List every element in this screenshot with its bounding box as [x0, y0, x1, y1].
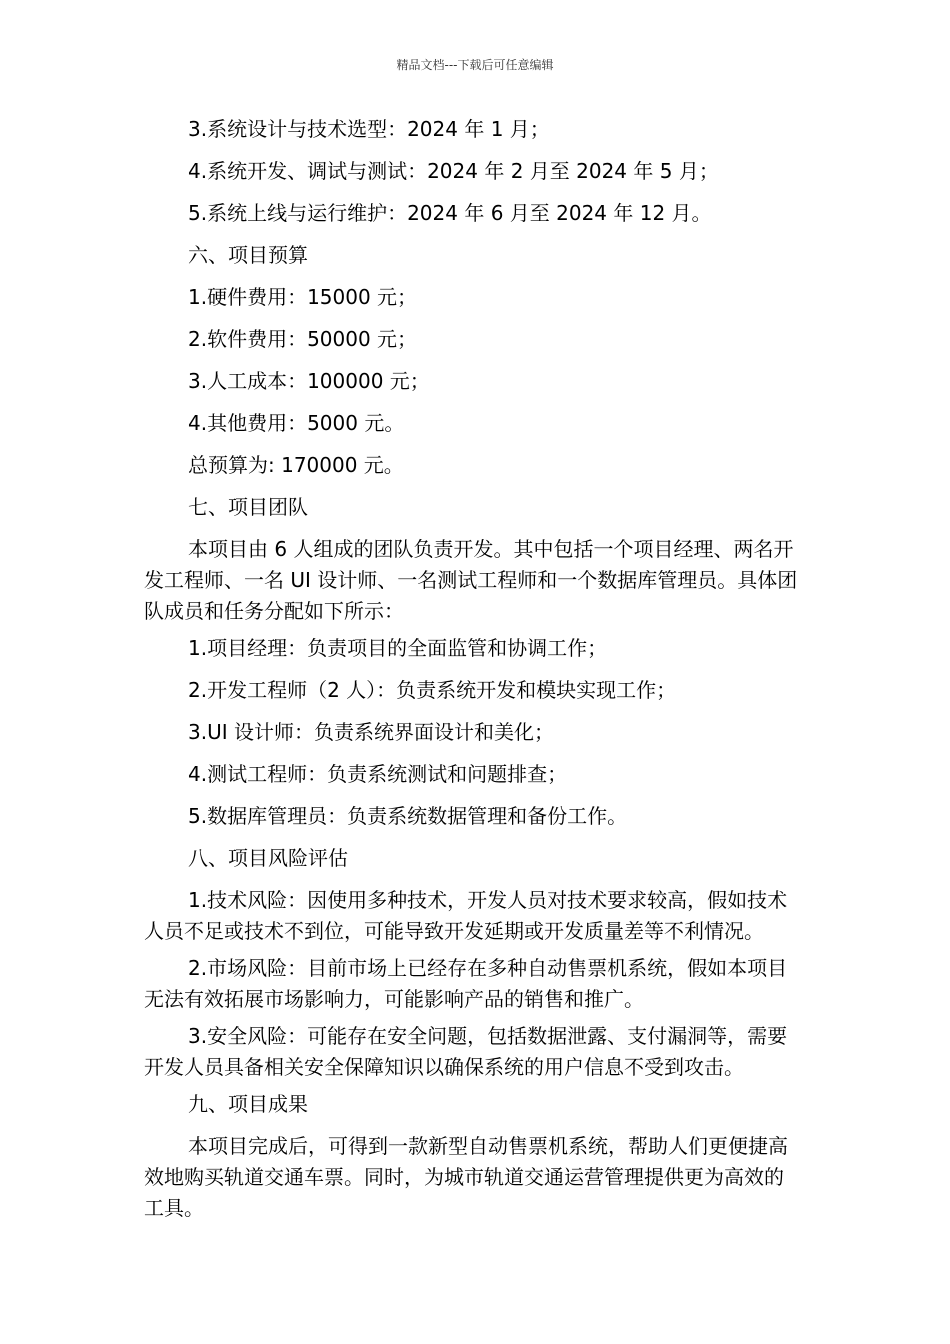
team-item-tester: 4.测试工程师：负责系统测试和问题排查；: [188, 762, 568, 786]
risk-item-technical: 1.技术风险：因使用多种技术，开发人员对技术要求较高，假如技术人员不足或技术不到位，可能导致开发延期或开发质量差等不利情况。: [144, 888, 788, 943]
team-item-developers: 2.开发工程师（2 人）：负责系统开发和模块实现工作；: [188, 678, 677, 702]
schedule-item-5: 5.系统上线与运行维护：2024 年 6 月至 2024 年 12 月。: [188, 201, 712, 225]
section-heading-team: 七、项目团队: [188, 495, 308, 519]
budget-item-hardware: 1.硬件费用：15000 元；: [188, 285, 418, 309]
section-heading-results: 九、项目成果: [188, 1092, 308, 1116]
schedule-item-3: 3.系统设计与技术选型：2024 年 1 月；: [188, 117, 550, 141]
page-header: 精品文档---下载后可任意编辑: [396, 58, 554, 72]
team-intro-paragraph: 本项目由 6 人组成的团队负责开发。其中包括一个项目经理、两名开发工程师、一名 UI 设计师、一名测试工程师和一个数据库管理员。具体团队成员和任务分配如下所示：: [144, 537, 798, 623]
schedule-item-4: 4.系统开发、调试与测试：2024 年 2 月至 2024 年 5 月；: [188, 159, 719, 183]
team-item-dba: 5.数据库管理员：负责系统数据管理和备份工作。: [188, 804, 628, 828]
section-heading-risk: 八、项目风险评估: [188, 846, 348, 870]
budget-item-software: 2.软件费用：50000 元；: [188, 327, 418, 351]
section-heading-budget: 六、项目预算: [188, 243, 308, 267]
budget-item-labor: 3.人工成本：100000 元；: [188, 369, 430, 393]
document-body: [144, 114, 800, 1230]
risk-item-market: 2.市场风险：目前市场上已经存在多种自动售票机系统，假如本项目无法有效拓展市场影响力，可能影响产品的销售和推广。: [144, 956, 788, 1011]
risk-item-security: 3.安全风险：可能存在安全问题，包括数据泄露、支付漏洞等，需要开发人员具备相关安全保障知识以确保系统的用户信息不受到攻击。: [144, 1024, 788, 1079]
budget-total: 总预算为: 170000 元。: [188, 453, 404, 477]
results-paragraph: 本项目完成后，可得到一款新型自动售票机系统，帮助人们更便捷高效地购买轨道交通车票。同时，为城市轨道交通运营管理提供更为高效的工具。: [144, 1134, 788, 1220]
team-item-ui-designer: 3.UI 设计师：负责系统界面设计和美化；: [188, 720, 554, 744]
team-item-manager: 1.项目经理：负责项目的全面监管和协调工作；: [188, 636, 608, 660]
budget-item-other: 4.其他费用：5000 元。: [188, 411, 405, 435]
